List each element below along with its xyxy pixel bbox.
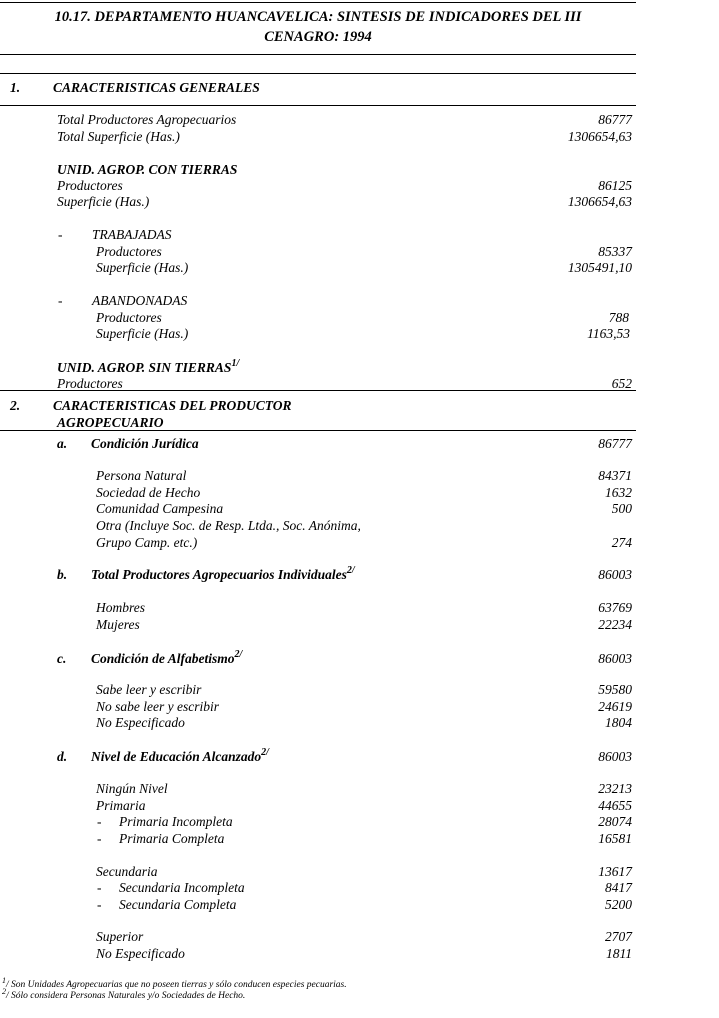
con-tierras-superficie-value: 1306654,63 xyxy=(567,194,632,209)
c-item-value: 59580 xyxy=(598,682,632,697)
a-item-value: 274 xyxy=(611,535,632,550)
section-1-heading: CARACTERISTICAS GENERALES xyxy=(53,80,260,95)
abandonadas-productores-value: 788 xyxy=(608,310,629,325)
footnote-ref-1: 1/ xyxy=(231,358,240,369)
a-item-label: Comunidad Campesina xyxy=(96,501,224,516)
con-tierras-superficie-label: Superficie (Has.) xyxy=(57,194,150,209)
b-item-label: Mujeres xyxy=(96,617,140,632)
d-item-value: 44655 xyxy=(598,798,632,813)
subsection-d-letter: d. xyxy=(57,749,68,764)
section-2-number: 2. xyxy=(10,398,21,413)
rule-above-section-2 xyxy=(0,390,636,391)
d-item-label: Secundaria xyxy=(96,864,158,879)
subsection-a-heading: Condición Jurídica xyxy=(91,436,199,451)
d-item-value: 23213 xyxy=(598,781,632,796)
subsection-b-heading xyxy=(91,567,355,583)
subsection-c-heading-text: Condición de Alfabetismo xyxy=(91,651,235,666)
d-item-label: Primaria Completa xyxy=(119,831,225,846)
trabajadas-heading: TRABAJADAS xyxy=(92,227,172,242)
d-item-value: 28074 xyxy=(598,814,632,829)
d-item-label: Primaria xyxy=(96,798,146,813)
abandonadas-superficie-label: Superficie (Has.) xyxy=(96,326,189,341)
trabajadas-superficie-value: 1305491,10 xyxy=(567,260,632,275)
footnote xyxy=(2,987,246,1002)
section-1-number: 1. xyxy=(10,80,21,95)
d-item-value: 8417 xyxy=(605,880,632,895)
subsection-d-value: 86003 xyxy=(598,749,632,764)
subsection-b-value: 86003 xyxy=(598,567,632,582)
a-item-label: Persona Natural xyxy=(96,468,187,483)
footnote-mark: 1 xyxy=(2,976,6,985)
trabajadas-superficie-label: Superficie (Has.) xyxy=(96,260,189,275)
sin-tierras-productores-value: 652 xyxy=(611,376,632,391)
subsection-b-letter: b. xyxy=(57,567,68,582)
d-item-value: 1811 xyxy=(606,946,632,961)
footnote-ref-2: 2/ xyxy=(261,747,269,758)
d-item-label: Secundaria Completa xyxy=(119,897,237,912)
d-item-label: Superior xyxy=(96,929,144,944)
a-item-value: 1632 xyxy=(605,485,632,500)
footnote-text: Sólo considera Personas Naturales y/o Sociedades de Hecho. xyxy=(8,991,246,1001)
rule-below-section-1-heading xyxy=(0,105,636,106)
c-item-value: 24619 xyxy=(598,699,632,714)
subsection-c-value: 86003 xyxy=(598,651,632,666)
d-item-bullet: - xyxy=(97,814,102,829)
subsection-d-heading-text: Nivel de Educación Alcanzado xyxy=(91,749,262,764)
total-superficie-label: Total Superficie (Has.) xyxy=(57,129,180,144)
subsection-a-letter: a. xyxy=(57,436,68,451)
sin-tierras-productores-label: Productores xyxy=(57,376,123,391)
a-item-label: Sociedad de Hecho xyxy=(96,485,201,500)
subsection-a-value: 86777 xyxy=(598,436,632,451)
abandonadas-productores-label: Productores xyxy=(96,310,162,325)
c-item-label: No Especificado xyxy=(96,715,185,730)
d-item-label: Secundaria Incompleta xyxy=(119,880,245,895)
con-tierras-heading: UNID. AGROP. CON TIERRAS xyxy=(57,162,238,177)
subsection-d-heading xyxy=(91,749,269,765)
d-item-value: 13617 xyxy=(598,864,632,879)
footnote-mark: 2 xyxy=(2,987,6,996)
con-tierras-productores-value: 86125 xyxy=(598,178,632,193)
a-item-label: Otra (Incluye Soc. de Resp. Ltda., Soc. Anónima, xyxy=(96,518,361,533)
d-item-bullet: - xyxy=(97,831,102,846)
c-item-label: Sabe leer y escribir xyxy=(96,682,202,697)
rule-top xyxy=(0,2,636,3)
section-2-heading-line-2: AGROPECUARIO xyxy=(57,415,164,430)
a-item-value: 500 xyxy=(611,501,632,516)
rule-above-section-1 xyxy=(0,73,636,74)
d-item-label: Ningún Nivel xyxy=(96,781,168,796)
abandonadas-bullet: - xyxy=(58,293,63,308)
b-item-label: Hombres xyxy=(96,600,145,615)
footnote-ref-2: 2/ xyxy=(346,565,355,576)
sin-tierras-heading-text: UNID. AGROP. SIN TIERRAS xyxy=(57,360,232,375)
b-item-value: 22234 xyxy=(598,617,632,632)
d-item-value: 5200 xyxy=(605,897,632,912)
rule-below-title xyxy=(0,54,636,55)
footnote-slash: / xyxy=(6,980,9,990)
title-line-2: CENAGRO: 1994 xyxy=(264,29,372,45)
total-productores-label: Total Productores Agropecuarios xyxy=(57,112,237,127)
footnote xyxy=(2,976,347,991)
rule-below-section-2-heading xyxy=(0,430,636,431)
con-tierras-productores-label: Productores xyxy=(57,178,123,193)
d-item-bullet: - xyxy=(97,880,102,895)
total-superficie-value: 1306654,63 xyxy=(567,129,632,144)
c-item-label: No sabe leer y escribir xyxy=(96,699,219,714)
sin-tierras-heading xyxy=(57,360,239,376)
subsection-b-heading-text: Total Productores Agropecuarios Individuales xyxy=(91,567,347,582)
page-title xyxy=(0,7,636,47)
abandonadas-heading: ABANDONADAS xyxy=(92,293,188,308)
abandonadas-superficie-value: 1163,53 xyxy=(587,326,630,341)
d-item-bullet: - xyxy=(97,897,102,912)
trabajadas-bullet: - xyxy=(58,227,63,242)
footnote-text: Son Unidades Agropecuarias que no poseen tierras y sólo conducen especies pecuarias. xyxy=(8,980,347,990)
d-item-value: 2707 xyxy=(605,929,632,944)
a-item-label-continued: Grupo Camp. etc.) xyxy=(96,535,198,550)
d-item-value: 16581 xyxy=(598,831,632,846)
trabajadas-productores-label: Productores xyxy=(96,244,162,259)
trabajadas-productores-value: 85337 xyxy=(598,244,632,259)
a-item-value: 84371 xyxy=(598,468,632,483)
total-productores-value: 86777 xyxy=(598,112,632,127)
title-line-1: 10.17. DEPARTAMENTO HUANCAVELICA: SINTESIS DE INDICADORES DEL III xyxy=(54,9,582,25)
subsection-c-letter: c. xyxy=(57,651,67,666)
d-item-label: Primaria Incompleta xyxy=(119,814,233,829)
subsection-c-heading xyxy=(91,651,242,667)
section-2-heading-line-1: CARACTERISTICAS DEL PRODUCTOR xyxy=(53,398,292,413)
footnote-ref-2: 2/ xyxy=(234,649,243,660)
footnote-slash: / xyxy=(6,991,9,1001)
b-item-value: 63769 xyxy=(598,600,632,615)
d-item-label: No Especificado xyxy=(96,946,185,961)
c-item-value: 1804 xyxy=(605,715,632,730)
